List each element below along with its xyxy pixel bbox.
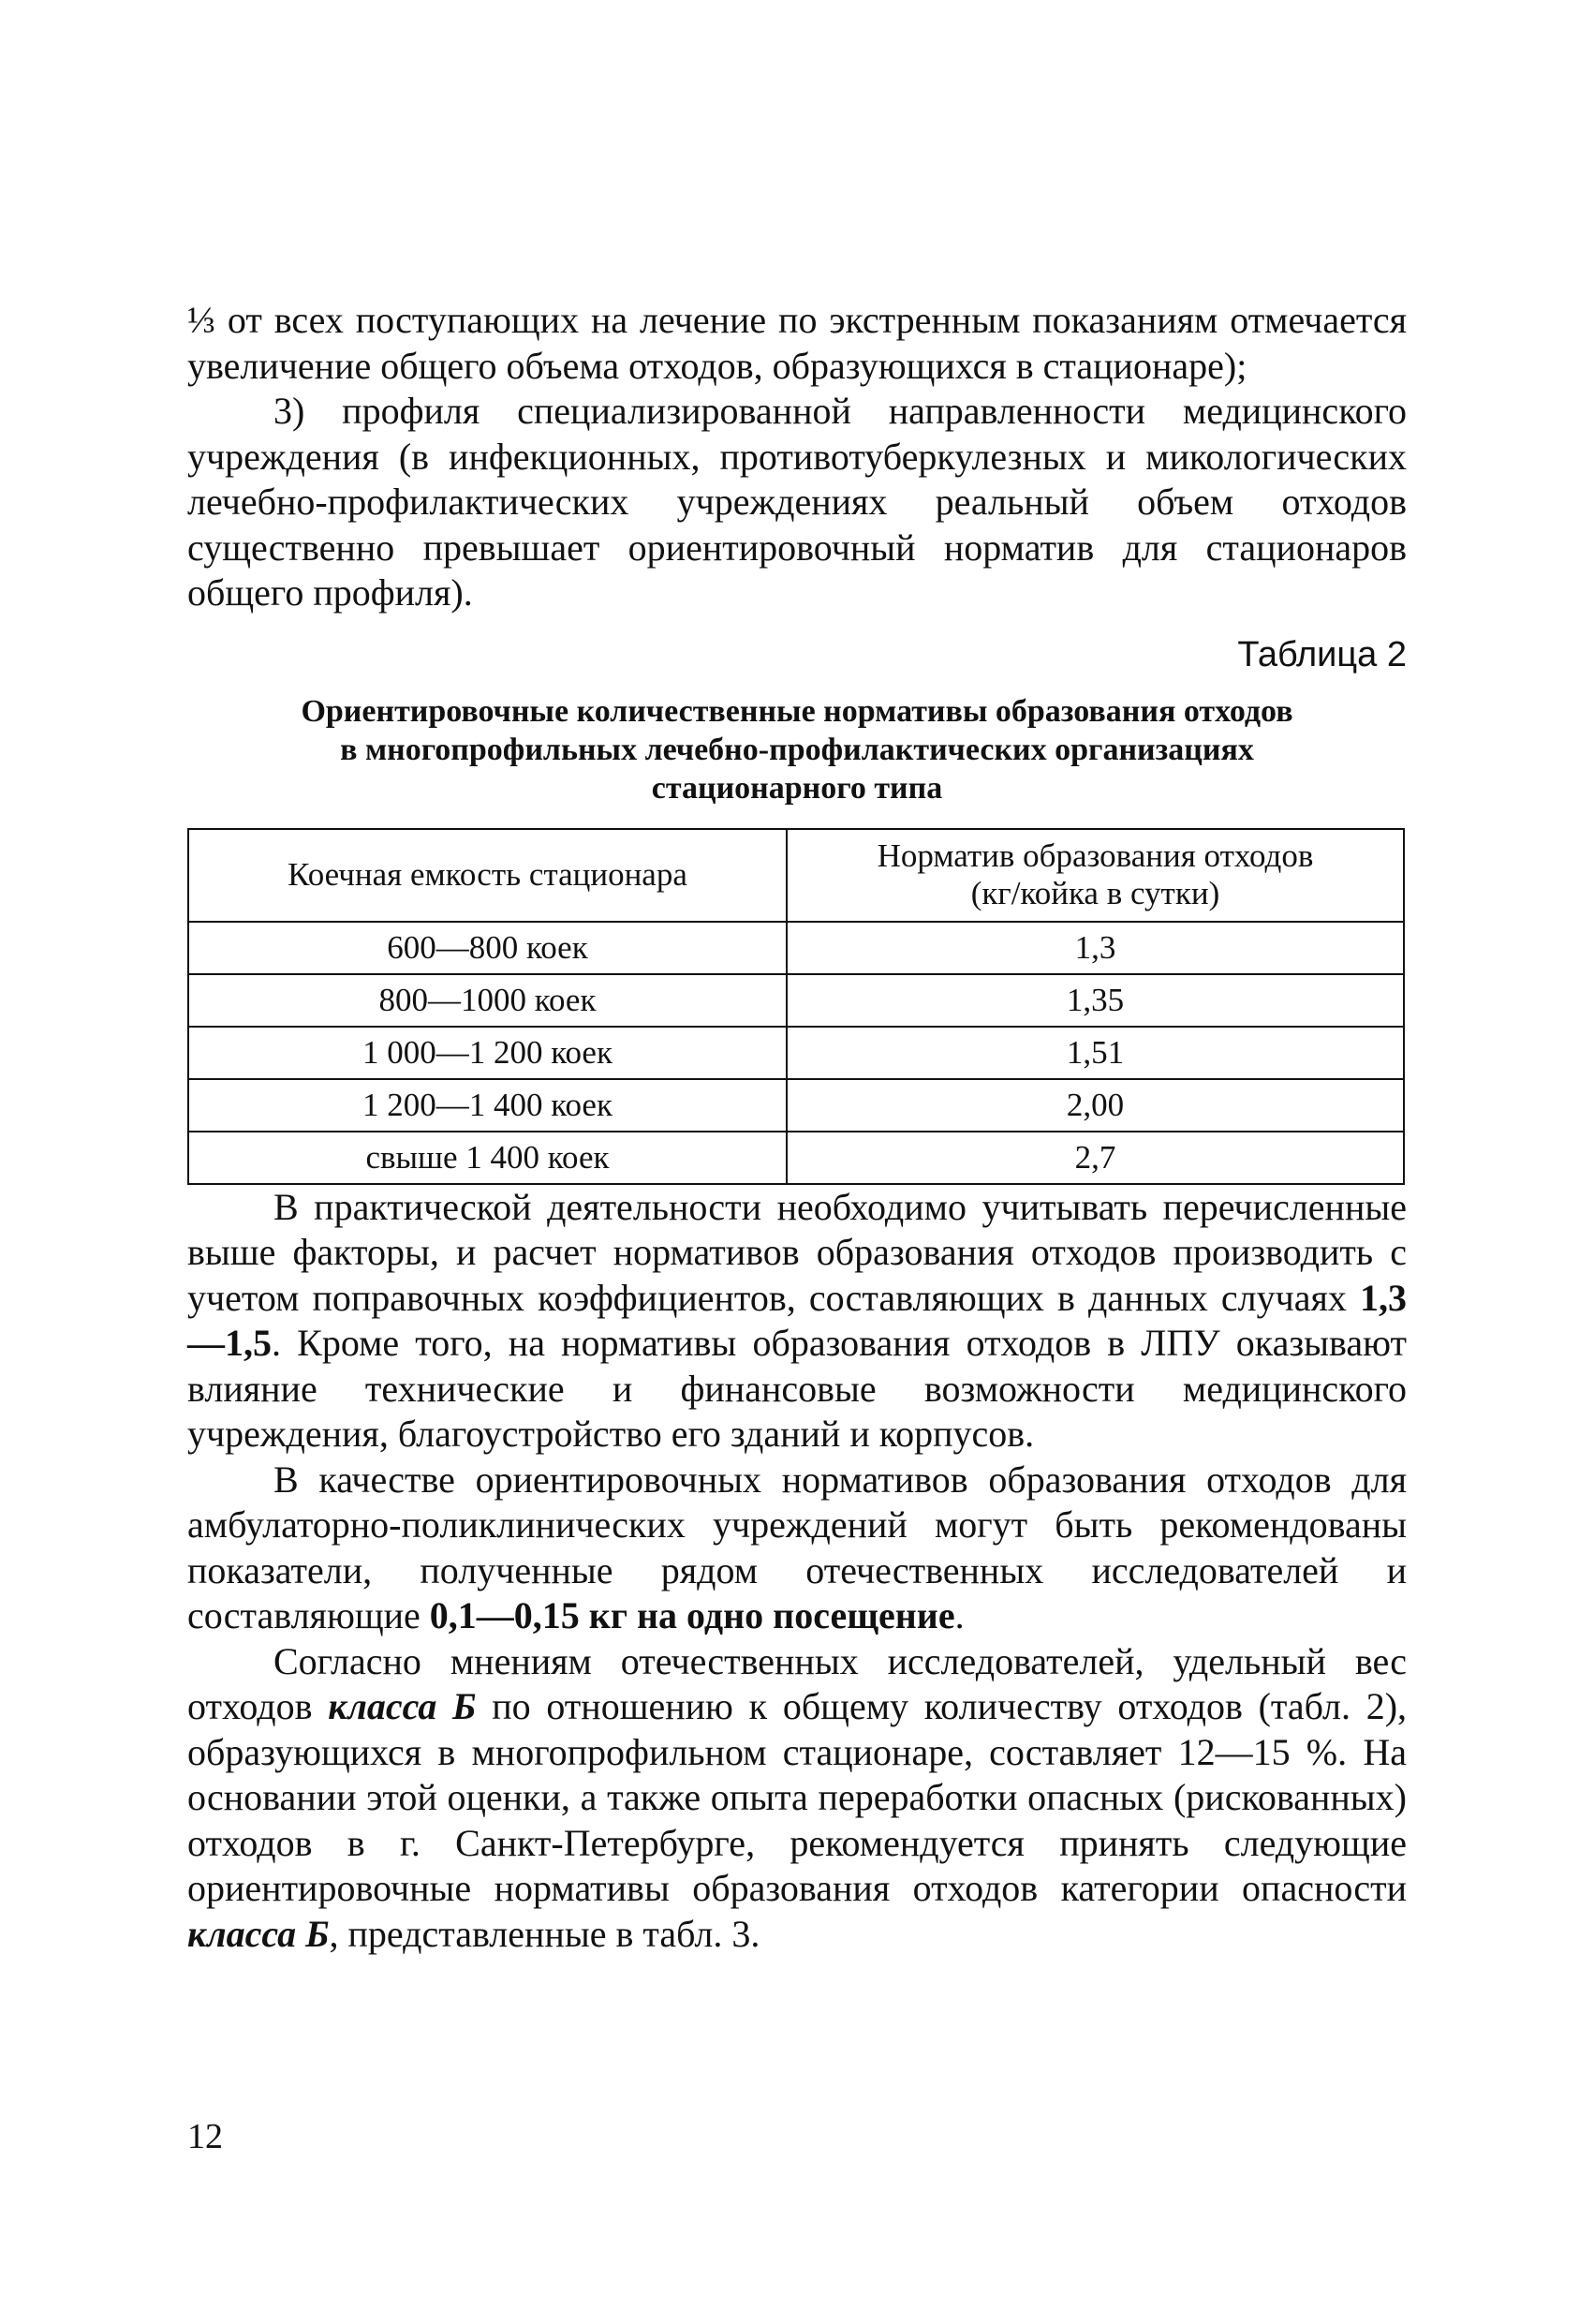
table-row [188,1079,1404,1132]
table-title-line: стационарного типа [651,770,943,806]
outpatient-norm: 0,1—0,15 кг на одно посещение [429,1594,955,1636]
cell-capacity: 1 000—1 200 коек [188,1027,787,1079]
paragraph-outpatient-text: В качестве ориентировочных нормативов образования отходов для амбулаторно-поликлинических учреждений могут быть рекомендованы показатели, полученные рядом отечественных исследователей и составляющие [187,1458,1407,1636]
table-title-line: в многопрофильных лечебно-профилактических организациях [340,732,1254,767]
paragraph-item-3: 3) профиля специализированной направленности медицинского учреждения (в инфекционных, противотуберкулезных и микологических лечебно-профилактических учреждениях реальный объем отходов существенно превышает ориентировочный норматив для стационаров общего профиля). [187,390,1407,614]
paragraph-continuation: ⅓ от всех поступающих на лечение по экстренным показаниям отмечается увеличение общего объема отходов, образующихся в стационаре); [187,299,1407,387]
paragraph-practice-text: В практической деятельности необходимо учитывать перечисленные выше факторы, и расчет нормативов образования отходов производить с учетом поправочных коэффициентов, составляющих в данных случаях [187,1185,1407,1319]
table-title [187,692,1407,807]
header-norm-line1: Норматив образования отходов [877,837,1314,874]
table-row [188,974,1404,1027]
paragraph-class-b [187,1639,1407,1958]
cell-norm: 2,7 [787,1132,1404,1184]
header-norm [787,829,1404,922]
class-b-term: класса Б [328,1685,477,1727]
paragraph-outpatient [187,1458,1407,1639]
coefficient-range: 1,3—1,5 [187,1276,1407,1364]
waste-norms-table [187,828,1405,1185]
cell-capacity: 600—800 коек [188,922,787,974]
paragraph-class-b-text-end: , представленные в табл. 3. [329,1912,760,1955]
paragraph-outpatient-text-end: . [954,1594,965,1636]
table-header-row [188,829,1404,922]
table-row [188,922,1404,974]
page-content [187,298,1407,1957]
paragraph-class-b-text: Согласно мнениям отечественных исследователей, удельный вес отходов [187,1639,1407,1727]
cell-capacity: свыше 1 400 коек [188,1132,787,1184]
paragraph-practice [187,1185,1407,1458]
table-label: Таблица 2 [1237,634,1407,674]
cell-norm: 2,00 [787,1079,1404,1132]
header-norm-line2: (кг/койка в сутки) [970,875,1220,911]
table-row [188,1132,1404,1184]
paragraph-practice-text-end: . Кроме того, на нормативы образования отходов в ЛПУ оказывают влияние технические и финансовые возможности медицинского учреждения, благоустройство его зданий и корпусов. [187,1322,1407,1455]
cell-capacity: 1 200—1 400 коек [188,1079,787,1132]
header-capacity: Коечная емкость стационара [188,829,787,922]
table-row [188,1027,1404,1079]
cell-capacity: 800—1000 коек [188,974,787,1027]
cell-norm: 1,51 [787,1027,1404,1079]
cell-norm: 1,3 [787,922,1404,974]
page-number: 12 [187,2117,223,2156]
cell-norm: 1,35 [787,974,1404,1027]
table-title-line: Ориентировочные количественные нормативы образования отходов [301,693,1293,729]
class-b-term: класса Б [187,1912,330,1955]
paragraph-class-b-text-mid: по отношению к общему количеству отходов (табл. 2), образующихся в многопрофильном стационаре, составляет 12—15 %. На основании этой оценки, а также опыта переработки опасных (рискованных) отходов в г. Санкт-Петербурге, рекомендуется принять следующие ориентировочные нормативы образования отходов категории опасности [187,1685,1408,1909]
